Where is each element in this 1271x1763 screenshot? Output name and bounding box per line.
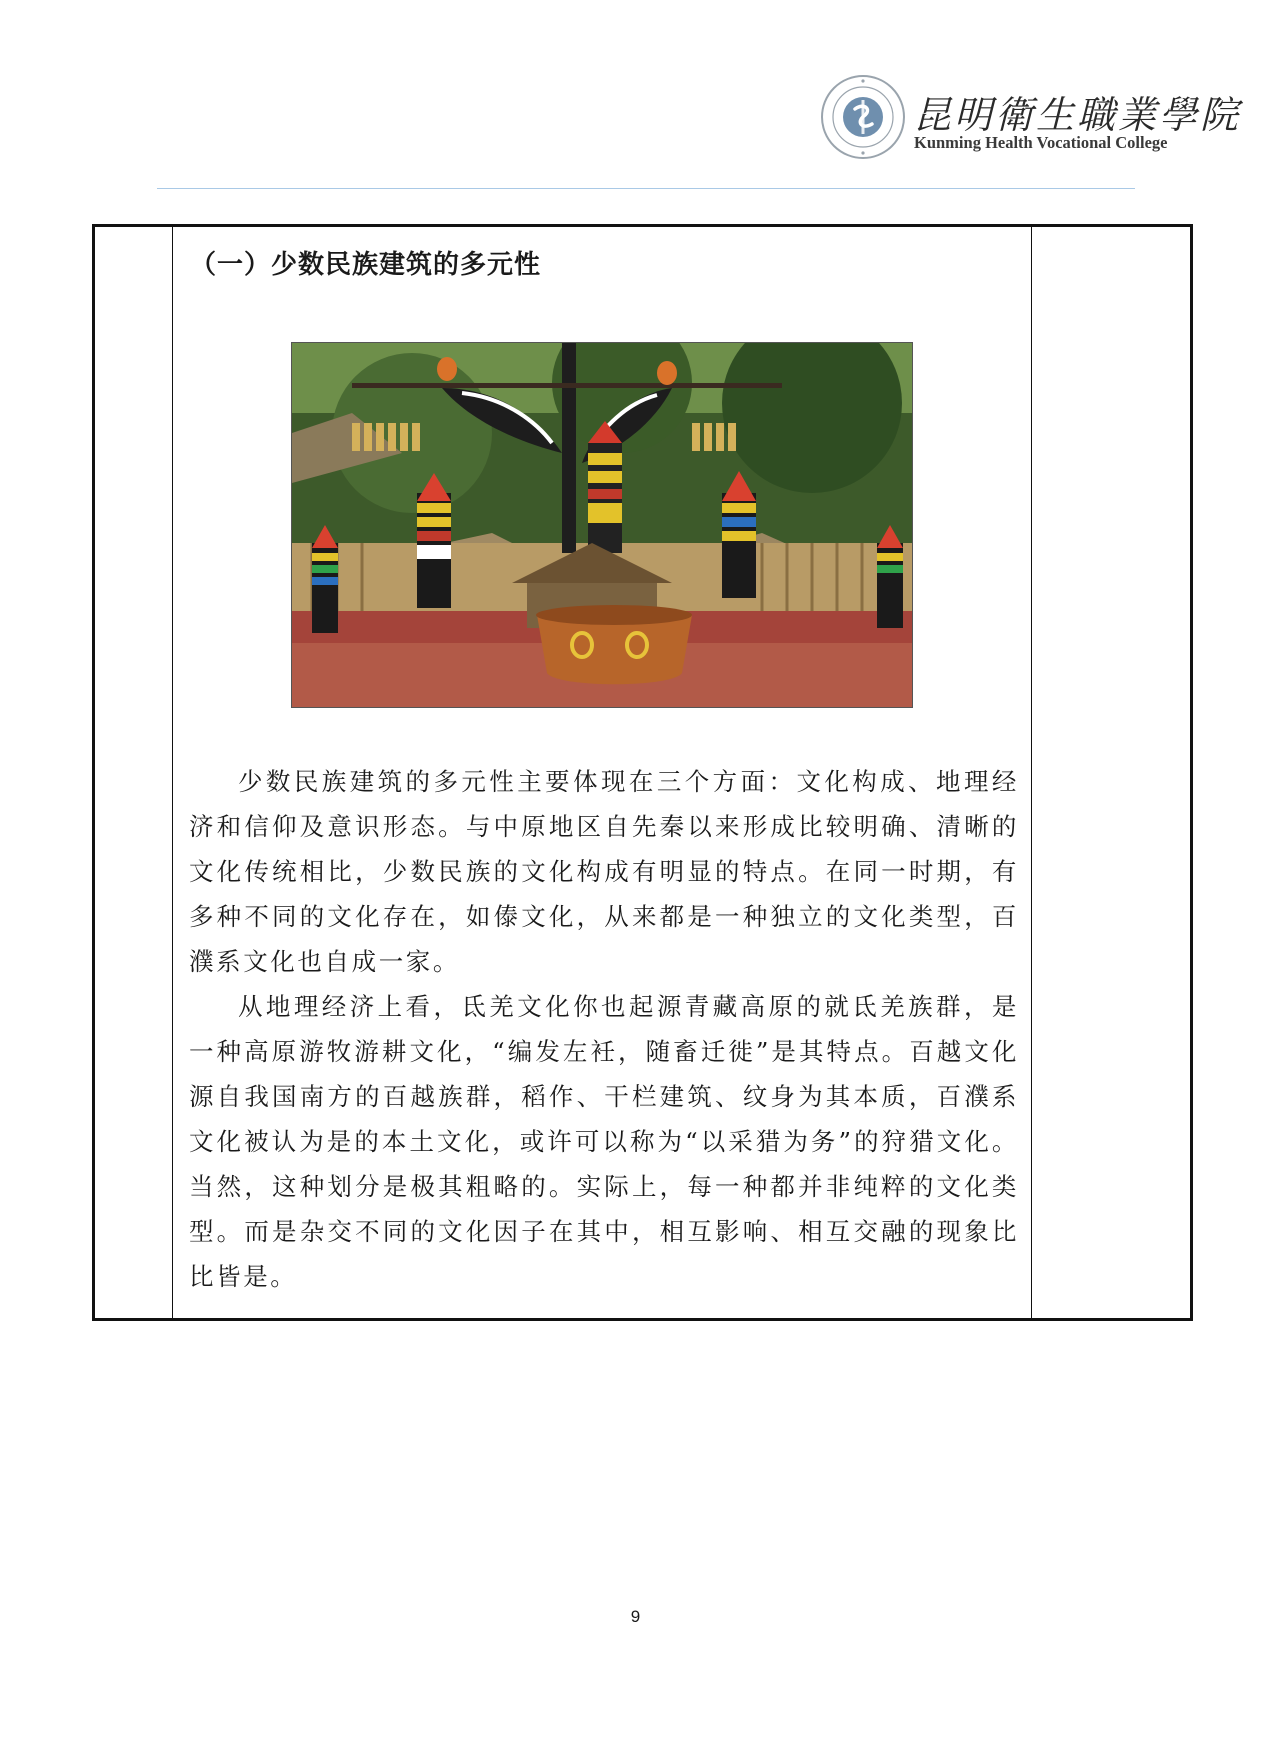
header-divider	[157, 188, 1135, 189]
section-heading: （一）少数民族建筑的多元性	[190, 250, 542, 280]
table-column-divider-right	[1031, 227, 1032, 1318]
body-text	[189, 759, 1019, 1299]
page-number: 9	[630, 1607, 641, 1626]
totem-poles-photo	[291, 342, 913, 708]
table-column-divider-left	[172, 227, 173, 1318]
content-table	[92, 224, 1193, 1321]
paragraph-1: 少数民族建筑的多元性主要体现在三个方面：文化构成、地理经济和信仰及意识形态。与中原地区自先秦以来形成比较明确、清晰的文化传统相比，少数民族的文化构成有明显的特点。在同一时期，有多种不同的文化存在，如傣文化，从来都是一种独立的文化类型，百濮系文化也自成一家。	[189, 767, 1019, 976]
paragraph-2: 从地理经济上看，氐羌文化你也起源青藏高原的就氐羌族群，是一种高原游牧游耕文化，“编发左衽，随畜迁徙”是其特点。百越文化源自我国南方的百越族群，稻作、干栏建筑、纹身为其本质，百濮系文化被认为是的本土文化，或许可以称为“以采猎为务”的狩猎文化。当然，这种划分是极其粗略的。实际上，每一种都并非纯粹的文化类型。而是杂交不同的文化因子在其中，相互影响、相互交融的现象比比皆是。	[189, 992, 1019, 1291]
college-name-cn: 昆明衛生職業學院	[913, 93, 1242, 137]
college-seal-logo	[820, 74, 906, 160]
college-name-en: Kunming Health Vocational College	[914, 133, 1168, 152]
